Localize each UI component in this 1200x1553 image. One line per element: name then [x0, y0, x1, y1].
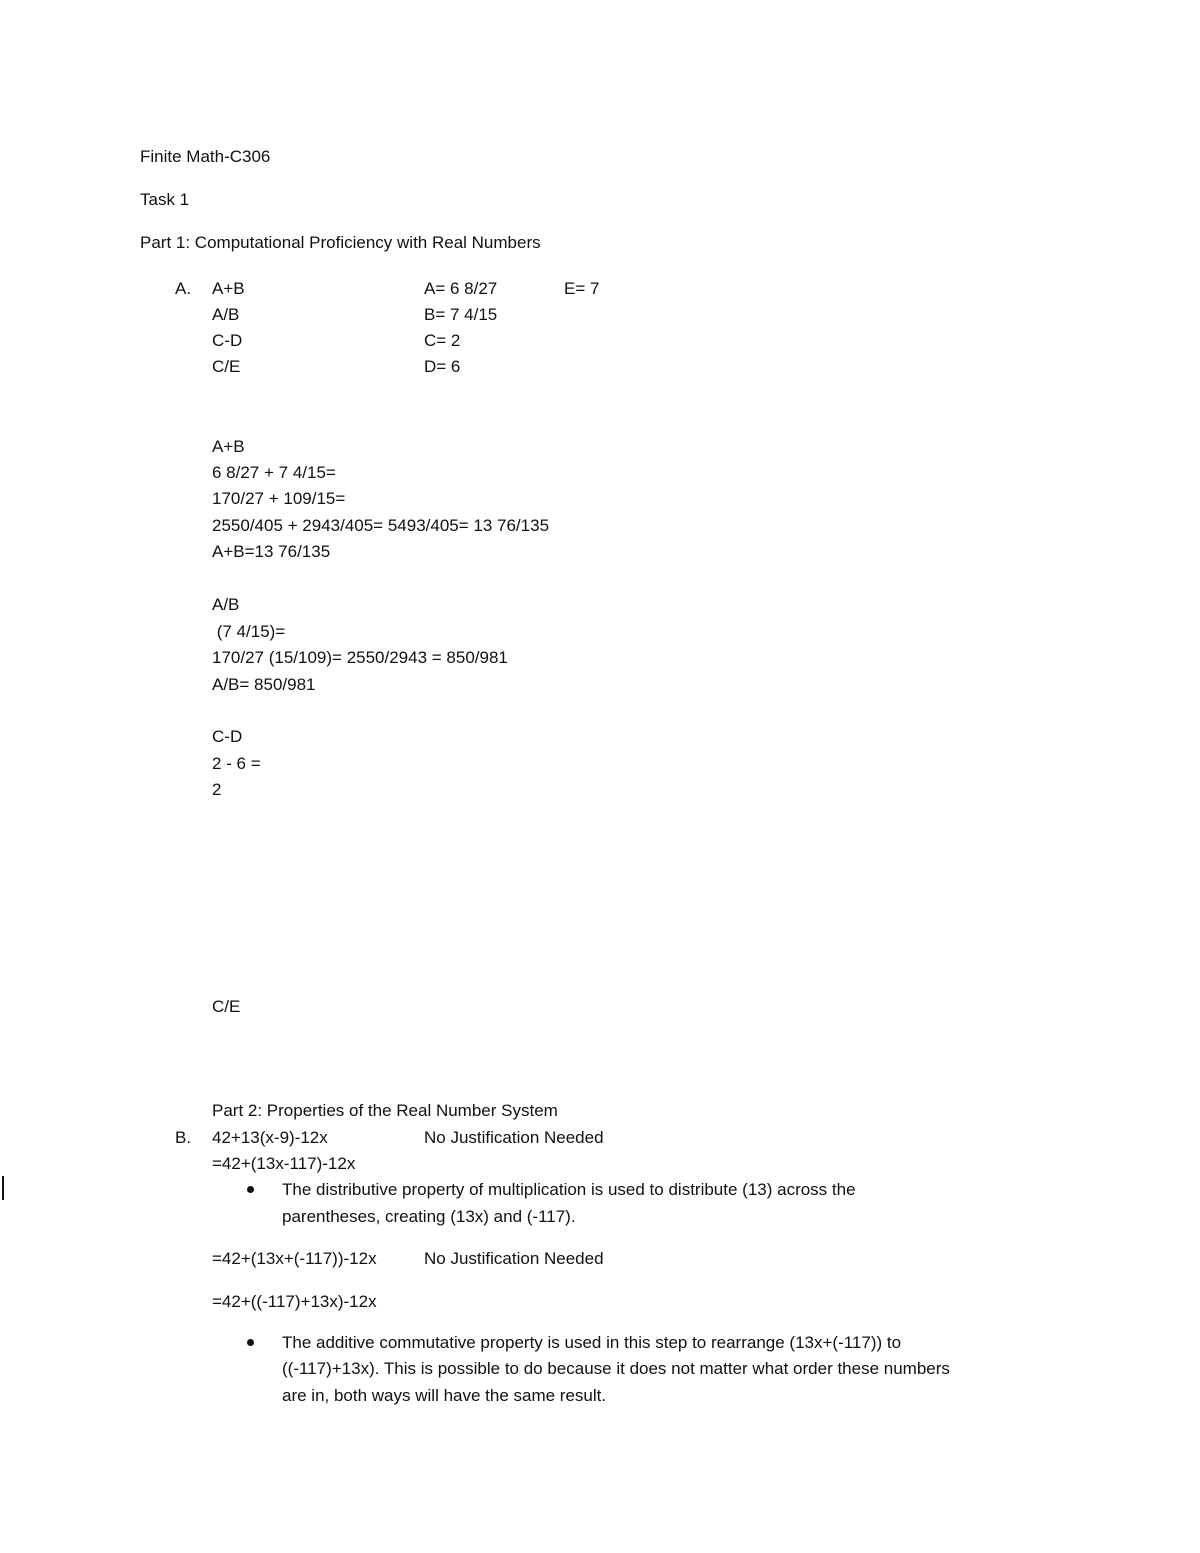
- value-item-e: E= 7: [564, 279, 600, 298]
- step1-expression: 42+13(x-9)-12x: [212, 1128, 328, 1147]
- operation-item: A+B: [212, 279, 245, 298]
- step3-note: No Justification Needed: [424, 1249, 604, 1268]
- value-item: B= 7 4/15: [424, 305, 498, 324]
- operation-item: A/B: [212, 305, 240, 324]
- bullet2-line: ((-117)+13x). This is possible to do because it does not matter what order these numbers: [282, 1359, 950, 1378]
- part1-title: Part 1: Computational Proficiency with Real Numbers: [140, 233, 541, 252]
- work-line: 2550/405 + 2943/405= 5493/405= 13 76/135: [212, 516, 550, 535]
- step1-note: No Justification Needed: [424, 1128, 604, 1147]
- bullet-icon: [247, 1186, 254, 1193]
- value-item: C= 2: [424, 331, 461, 350]
- operation-item: C-D: [212, 331, 243, 350]
- work-heading-ab: A+B: [212, 437, 245, 456]
- step4-expression: =42+((-117)+13x)-12x: [212, 1292, 377, 1311]
- bullet2-line: The additive commutative property is used in this step to rearrange (13x+(-117)) to: [282, 1333, 902, 1352]
- operation-item: C/E: [212, 357, 241, 376]
- value-item: A= 6 8/27: [424, 279, 498, 298]
- course-title: Finite Math-C306: [140, 147, 271, 166]
- task-label: Task 1: [140, 190, 190, 209]
- work-line: (7 4/15)=: [212, 622, 286, 641]
- part2-title: Part 2: Properties of the Real Number System: [212, 1101, 558, 1120]
- work-line: 2: [212, 780, 222, 799]
- section-a-marker: A.: [175, 279, 192, 298]
- bullet2-line: are in, both ways will have the same result.: [282, 1386, 607, 1405]
- section-b-marker: B.: [175, 1128, 192, 1147]
- work-line: A+B=13 76/135: [212, 542, 331, 561]
- work-line: 2 - 6 =: [212, 754, 261, 773]
- work-heading-ce: C/E: [212, 997, 241, 1016]
- step2-expression: =42+(13x-117)-12x: [212, 1154, 356, 1173]
- work-heading-adivb: A/B: [212, 595, 240, 614]
- work-line: A/B= 850/981: [212, 675, 316, 694]
- work-line: 170/27 (15/109)= 2550/2943 = 850/981: [212, 648, 508, 667]
- margin-change-bar: [2, 1176, 4, 1200]
- value-item: D= 6: [424, 357, 461, 376]
- bullet1-line: parentheses, creating (13x) and (-117).: [282, 1207, 576, 1226]
- bullet-icon: [247, 1339, 254, 1346]
- bullet1-line: The distributive property of multiplication is used to distribute (13) across the: [282, 1180, 856, 1199]
- work-line: 170/27 + 109/15=: [212, 489, 346, 508]
- work-line: 6 8/27 + 7 4/15=: [212, 463, 336, 482]
- step3-expression: =42+(13x+(-117))-12x: [212, 1249, 377, 1268]
- work-heading-cd: C-D: [212, 727, 243, 746]
